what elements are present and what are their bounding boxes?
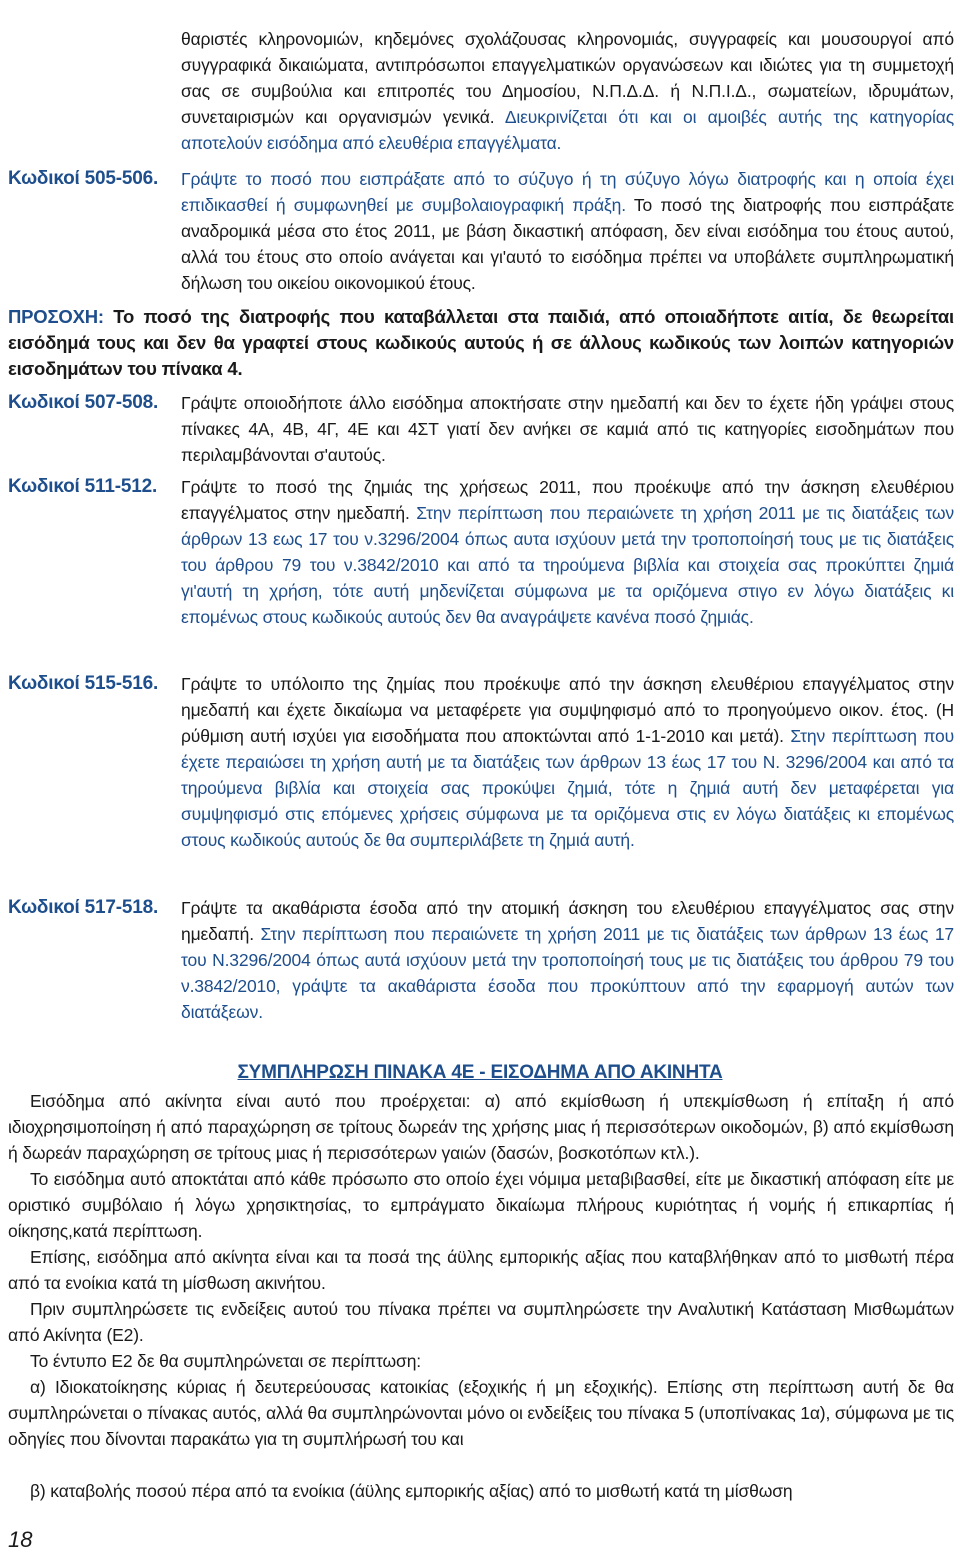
section-paragraph: β) καταβολής ποσού πέρα από τα ενοίκια (άϋλης εμπορικής αξίας) από το μισθωτή κατά τη μίσθωση bbox=[30, 1481, 793, 1501]
entry-515-516 bbox=[8, 671, 954, 853]
intro-clarification: Διευκρινίζεται ότι και οι αμοιβές αυτής της κατηγορίας αποτελούν εισόδημα από ελευθέρια επαγγέλματα. bbox=[181, 107, 954, 153]
section-paragraph: α) Ιδιοκατοίκησης κύριας ή δευτερεύουσας κατοικίας (εξοχικής ή μη εξοχικής). Επίσης στη περίπτωση αυτή δε θα συμπληρώνεται ο πίνακας αυτός, αλλά θα συμπληρώνονται μόνο οι ενδείξεις του πίνακα 5 (υποπίνακας 1α), σύμφωνα με τις οδηγίες που δίνονται παρακάτω για τη συμπλήρωσή του και bbox=[8, 1377, 954, 1449]
entry-text-rest: Στην περίπτωση που περαιώνετε τη χρήση 2011 με τις διατάξεις των άρθρων 13 έως 17 του Ν.3296/2004 όπως αυτά ισχύουν μετά την τροποποίησή τους με τις διατάξεις του άρθρου 79 του ν.3842/2010, γράψτε τα ακαθάριστα έσοδα που προκύπτουν από την εφαρμογή αυτών των διατάξεων. bbox=[181, 924, 954, 1022]
entry-text-highlight: Γράψτε οποιοδήποτε άλλο εισόδημα αποκτήσατε στην ημεδαπή και δεν το έχετε ήδη γράψει στους πίνακες 4Α, 4Β, 4Γ, 4Ε και 4ΣΤ γιατί δεν ανήκει σε καμιά από τις κατηγορίες εισοδημάτων που περιλαμβάνονται σ'αυτούς. bbox=[181, 393, 954, 465]
entry-code: Κωδικοί 505-506. bbox=[8, 168, 159, 189]
entry-text bbox=[181, 895, 954, 1025]
intro-text: θαριστές κληρονομιών, κηδεμόνες σχολάζουσας κληρονομιάς, συγγραφείς και μουσουργοί από συγγραφικά δικαιώματα, αντιπρόσωποι επαγγελματικών οργανώσεων και ιδιώτες για τη συμμετοχή σας σε συμβούλια και επιτροπές του Δημοσίου, Ν.Π.Δ.Δ. ή Ν.Π.Ι.Δ., σωματείων, ιδρυμάτων, συνεταιρισμών και οργανισμών γενικά. bbox=[181, 29, 954, 127]
section-paragraph: Πριν συμπληρώσετε τις ενδείξεις αυτού του πίνακα πρέπει να συμπληρώσετε την Αναλυτική Κατάσταση Μισθωμάτων από Ακίνητα (Ε2). bbox=[8, 1299, 954, 1345]
entry-code: Κωδικοί 515-516. bbox=[8, 673, 159, 694]
entry-text-highlight: Γράψτε το υπόλοιπο της ζημίας που προέκυψε από την άσκηση ελευθέριου επαγγέλματος στην ημεδαπή και έχετε δικαίωμα να μεταφέρετε για συμψηφισμό από το προηγούμενο οικον. έτος. (Η ρύθμιση αυτή ισχύει για εισοδήματα που αποκτώνται από 1-1-2010 και μετά). bbox=[181, 674, 954, 746]
page-number: 18 bbox=[8, 1527, 33, 1552]
section-paragraph: Εισόδημα από ακίνητα είναι αυτό που προέρχεται: α) από εκμίσθωση ή υπεκμίσθωση ή επίταξη ή από ιδιοχρησιμοποίηση ή από παραχώρηση σε τρίτους δωρεάν της χρήσης μιας ή περισσότερων οικοδομών, β) από εκμίσθωση ή δωρεάν παραχώρηση σε τρίτους μιας ή περισσότερων γαιών (δασών, βοσκοτόπων κτλ.). bbox=[8, 1091, 954, 1163]
entry-text bbox=[181, 474, 954, 630]
entry-505-506 bbox=[8, 166, 954, 296]
intro-continuation bbox=[181, 26, 954, 156]
entry-text-rest: Στην περίπτωση που περαιώνετε τη χρήση 2011 με τις διατάξεις των άρθρων 13 εως 17 του ν.3296/2004 όπως αυτα ισχύουν μετά την τροποποίησή τους με τις διατάξεις του άρθρου 79 του ν.3842/2010 και από τα τηρούμενα βιβλία και στοιχεία σας προκύπτει ζημιά γι'αυτή τη χρήση, τότε αυτή μηδενίζεται σύμφωνα με τα οριζόμενα στιγο εν λόγω διατάξεις κι επομένως στους κωδικούς αυτούς δεν θα αναγράψετε κανένα ποσό ζημιάς. bbox=[181, 503, 954, 627]
entry-text bbox=[181, 390, 954, 468]
section-paragraph: Επίσης, εισόδημα από ακίνητα είναι και τα ποσά της άϋλης εμπορικής αξίας που καταβλήθηκαν από το μισθωτή πέρα από τα ενοίκια κατά τη μίσθωση ακινήτου. bbox=[8, 1247, 954, 1293]
entry-text-highlight: Γράψτε τα ακαθάριστα έσοδα από την ατομική άσκηση του ελευθέριου επαγγέλματος σας στην ημεδαπή. bbox=[181, 898, 954, 944]
warning-label: ΠΡΟΣΟΧΗ: bbox=[8, 306, 104, 327]
warning-note bbox=[8, 304, 954, 382]
entry-507-508 bbox=[8, 390, 954, 468]
entry-517-518 bbox=[8, 895, 954, 1025]
entry-511-512 bbox=[8, 474, 954, 630]
entry-text-rest: Το ποσό της διατροφής που εισπράξατε αναδρομικά μέσα στο έτος 2011, με βάση δικαστική απόφαση, δεν είναι εισόδημα του έτους αυτού, αλλά του έτους στο οποίο ανάγεται και γι'αυτό το εισόδημα πρέπει να υποβάλετε συμπληρωματική δήλωση του οικείου οικονομικού έτους. bbox=[181, 195, 954, 293]
entry-text bbox=[181, 166, 954, 296]
entry-text bbox=[181, 671, 954, 853]
section-paragraph: Το εισόδημα αυτό αποκτάται από κάθε πρόσωπο στο οποίο έχει νόμιμα μεταβιβασθεί, είτε με δικαστική απόφαση είτε με οριστικό συμβόλαιο ή λόγω χρησικτησίας, το εμπράγματο δικαίωμα πλήρους κυριότητας ή νομής ή επικαρπίας ή οίκησης,κατά περίπτωση. bbox=[8, 1169, 954, 1241]
section-paragraph: Το έντυπο Ε2 δε θα συμπληρώνεται σε περίπτωση: bbox=[30, 1351, 421, 1371]
entry-code: Κωδικοί 511-512. bbox=[8, 476, 158, 497]
entry-code: Κωδικοί 517-518. bbox=[8, 897, 159, 918]
entry-text-highlight: Γράψτε το ποσό της ζημιάς της χρήσεως 2011, που προέκυψε από την άσκηση ελευθέριου επαγγέλματος στην ημεδαπή. bbox=[181, 477, 954, 523]
entry-code: Κωδικοί 507-508. bbox=[8, 392, 159, 413]
entry-text-highlight: Γράψτε το ποσό που εισπράξατε από το σύζυγο ή τη σύζυγο λόγω διατροφής και η οποία έχει επιδικασθεί ή συμφωνηθεί με συμβολαιογραφική πράξη. bbox=[181, 169, 954, 215]
warning-text: Το ποσό της διατροφής που καταβάλλεται στα παιδιά, από οποιαδήποτε αιτία, δε θεωρείται εισόδημά τους και δεν θα γραφτεί στους κωδικούς αυτούς ή σε άλλους κωδικούς των λοιπών κατηγοριών εισοδημάτων του πίνακα 4. bbox=[8, 306, 954, 379]
section-title: ΣΥΜΠΛΗΡΩΣΗ ΠΙΝΑΚΑ 4Ε - ΕΙΣΟΔΗΜΑ ΑΠΟ ΑΚΙΝΗΤΑ bbox=[237, 1062, 723, 1083]
entry-text-rest: Στην περίπτωση που έχετε περαιώσει τη χρήση αυτή με τα διατάξεις των άρθρων 13 έως 17 του Ν. 3296/2004 και από τα τηρούμενα βιβλία και στοιχεία σας προκύψει ζημιά, τότε η ζημιά αυτή δεν μεταφέρεται για συμψηφισμό στις επόμενες χρήσεις σύμφωνα με τα οριζόμενα στις εν λόγω διατάξεις κι επομένως στους κωδικούς αυτούς δε θα συμπεριλάβετε τη ζημιά αυτή. bbox=[181, 726, 955, 850]
